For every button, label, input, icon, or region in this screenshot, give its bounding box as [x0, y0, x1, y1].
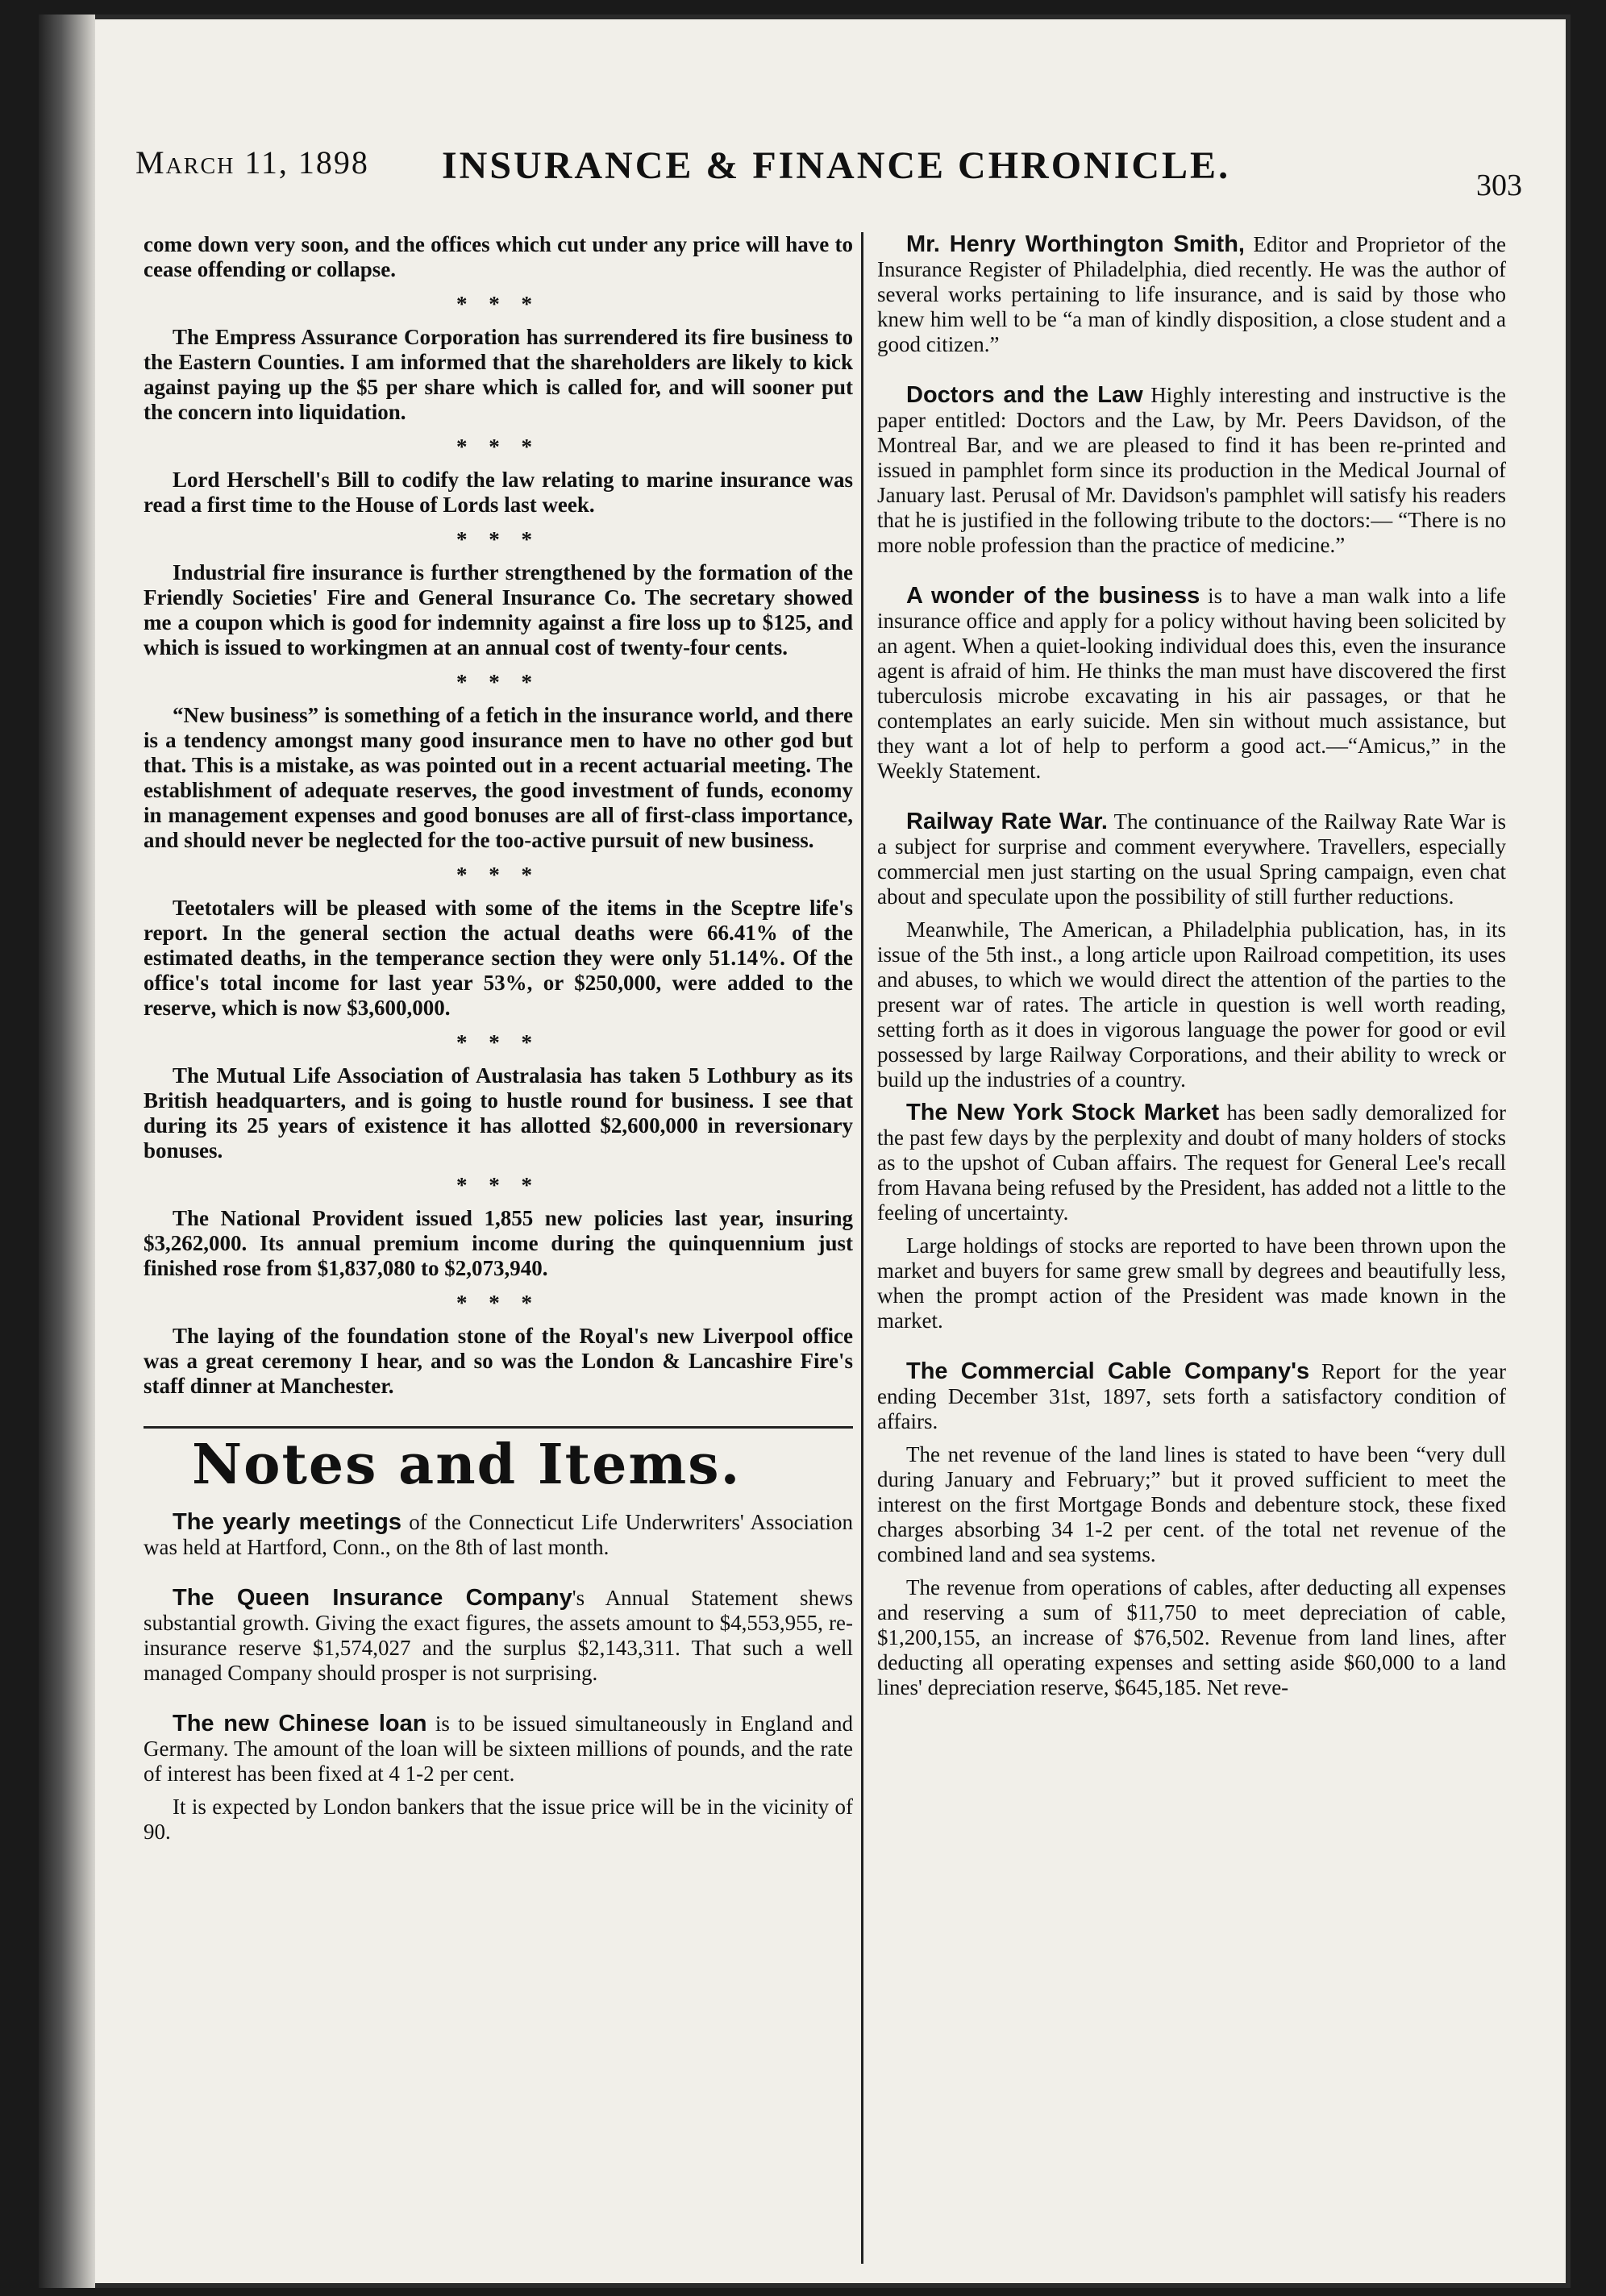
note-item — [144, 1712, 853, 1786]
article-text: The net revenue of the land lines is stated to have been “very dull during January and February;” but it proved sufficient to meet the interest on the first Mortgage Bonds and debenture stock, these fixed charges absorbing 34 1-2 per cent. of the total net revenue of the combined land and sea systems. — [877, 1442, 1506, 1566]
paragraph: The National Provident issued 1,855 new policies last year, insuring $3,262,000. Its annual premium income during the quinquennium just finished rose from $1,837,080 to $2,073,940. — [144, 1206, 853, 1280]
right-column — [877, 232, 1506, 1708]
article-item — [877, 1233, 1506, 1333]
article-text: Meanwhile, The American, a Philadelphia publication, has, in its issue of the 5th inst., a long article upon Railroad competition, its uses and abuses, to which we would direct the attention of the parties to the present war of rates. The article in question is well worth reading, setting forth as it does in vigorous language the power for good or evil possessed by large Railway Corporations, and their ability to wreck or build up the industries of a country. — [877, 917, 1506, 1092]
article-lead: A wonder of the business — [906, 583, 1200, 609]
book-spine-shadow — [39, 15, 95, 2288]
paragraph: Teetotalers will be pleased with some of the items in the Sceptre life's report. In the general section the actual deaths were 66.41% of the estimated deaths, in the temperance section they were only 51.14%. Of the office's total income for last year 53%, or $250,000, were added to the reserve, which is now $3,600,000. — [144, 896, 853, 1020]
article-item — [877, 383, 1506, 558]
article-text: is to have a man walk into a life insurance office and apply for a policy without having been solicited by an agent. When a quiet-looking individual does this, even the insurance agent is afraid of him. He thinks the man must have discovered the first tuberculosis microbe excavating in his air passages, or that he contemplates an early suicide. Men sin without much assistance, but they want a lot of help to perform a good act.—“Amicus,” in the Weekly Statement. — [877, 584, 1506, 783]
note-lead: The Queen Insurance Company — [173, 1585, 572, 1611]
separator: * * * — [456, 435, 540, 459]
separator: * * * — [456, 670, 540, 694]
paragraph: The Mutual Life Association of Australasia has taken 5 Lothbury as its British headquarters, and is going to hustle round for business. I see that during its 25 years of existence it has allotted $2,600,000 in reversionary bonuses. — [144, 1063, 853, 1163]
paragraph: The Empress Assurance Corporation has surrendered its fire business to the Eastern Counties. I am informed that the shareholders are likely to kick against paying up the $5 per share which is called for, and will sooner put the concern into liquidation. — [144, 325, 853, 424]
note-text: It is expected by London bankers that the issue price will be in the vicinity of 90. — [144, 1795, 853, 1844]
separator: * * * — [456, 292, 540, 316]
paragraph: come down very soon, and the offices which cut under any price will have to cease offending or collapse. — [144, 232, 853, 281]
article-item — [877, 1359, 1506, 1434]
article-lead: Mr. Henry Worthington Smith, — [906, 231, 1245, 257]
article-lead: The New York Stock Market — [906, 1100, 1220, 1125]
note-item — [144, 1795, 853, 1845]
note-text: is to be issued simultaneously in England and Germany. The amount of the loan will be sixteen millions of pounds, and the rate of interest has been fixed at 4 1-2 per cent. — [144, 1712, 853, 1786]
article-text: The continuance of the Railway Rate War is a subject for surprise and comment everywhere. Travellers, especially commercial men just starting on the usual Spring campaign, even chat about and speculate upon the possibility of still further reductions. — [877, 809, 1506, 909]
page-number: 303 — [1476, 168, 1522, 202]
paragraph: “New business” is something of a fetich in the insurance world, and there is a tendency amongst many good insurance men to have no other god but that. This is a mistake, as was pointed out in a recent actuarial meeting. The establishment of adequate reserves, the good investment of funds, economy in management expenses and good bonuses are all of first-class importance, and should never be neglected for the too-active pursuit of new business. — [144, 703, 853, 852]
column-divider — [861, 232, 863, 2264]
separator: * * * — [456, 1173, 540, 1197]
paragraph: Industrial fire insurance is further strengthened by the formation of the Friendly Societies' Fire and General Insurance Co. The secretary showed me a coupon which is good for indemnity against a fire loss up to $125, and which is issued to workingmen at an annual cost of twenty-four cents. — [144, 560, 853, 659]
article-item — [877, 809, 1506, 909]
separator: * * * — [456, 527, 540, 551]
note-item — [144, 1510, 853, 1560]
separator: * * * — [456, 1291, 540, 1315]
article-item — [877, 232, 1506, 357]
note-lead: The yearly meetings — [173, 1509, 402, 1535]
article-text: Highly interesting and instructive is the paper entitled: Doctors and the Law, by Mr. Peers Davidson, of the Montreal Bar, and we are pleased to find it has been re-printed and issued in pamphlet form since its production in the Medical Journal of January last. Perusal of Mr. Davidson's pamphlet will satisfy his readers that he is justified in the following tribute to the doctors:— “There is no more noble profession than the practice of medicine.” — [877, 383, 1506, 557]
article-text: Editor and Proprietor of the Insurance Register of Philadelphia, died recently. He was the author of several works pertaining to life insurance, and is said by those who knew him well to be “a man of kindly disposition, a close student and a good citizen.” — [877, 232, 1506, 356]
article-item — [877, 917, 1506, 1092]
article-text: Large holdings of stocks are reported to have been thrown upon the market and buyers for same grew small by degrees and beautifully less, when the prompt action of the President was made known in the market. — [877, 1233, 1506, 1333]
article-item — [877, 1442, 1506, 1567]
paragraph: The laying of the foundation stone of the Royal's new Liverpool office was a great ceremony I hear, and so was the London & Lancashire Fire's staff dinner at Manchester. — [144, 1324, 853, 1398]
article-item — [877, 1100, 1506, 1225]
article-text: The revenue from operations of cables, after deducting all expenses and reserving a sum of $11,750 to meet depreciation of cable, $1,200,155, an increase of $76,502. Revenue from land lines, after deducting all operating expenses and setting aside $60,000 to a land lines' depreciation reserve, $645,185. Net reve- — [877, 1575, 1506, 1699]
separator: * * * — [456, 863, 540, 887]
publication-title: INSURANCE & FINANCE CHRONICLE. — [442, 144, 1231, 187]
paragraph: Lord Herschell's Bill to codify the law relating to marine insurance was read a first time to the House of Lords last week. — [144, 468, 853, 517]
issue-date: March 11, 1898 — [135, 144, 369, 181]
newspaper-page — [39, 15, 1571, 2288]
article-item — [877, 1575, 1506, 1700]
article-text: has been sadly demoralized for the past few days by the perplexity and doubt of many holders of stocks as to the upshot of Cuban affairs. The request for General Lee's recall from Havana being refused by the President, has added not a little to the feeling of uncertainty. — [877, 1100, 1506, 1225]
page-header — [135, 127, 1522, 216]
note-item — [144, 1586, 853, 1686]
separator: * * * — [456, 1030, 540, 1054]
section-title: Notes and Items. — [192, 1433, 742, 1497]
article-lead: Doctors and the Law — [906, 382, 1143, 408]
note-lead: The new Chinese loan — [173, 1711, 427, 1737]
article-lead: Railway Rate War. — [906, 809, 1108, 834]
section-rule — [144, 1426, 853, 1429]
note-text: of the Connecticut Life Underwriters' Association was held at Hartford, Conn., on the 8th of last month. — [144, 1510, 853, 1559]
article-text: Report for the year ending December 31st, 1897, sets forth a satisfactory condition of affairs. — [877, 1359, 1506, 1433]
left-column — [144, 232, 853, 1853]
note-text: 's Annual Statement shews substantial growth. Giving the exact figures, the assets amount to $4,553,955, re-insurance reserve $1,574,027 and the surplus $2,143,311. That such a well managed Company should prosper is not surprising. — [144, 1586, 853, 1685]
article-item — [877, 584, 1506, 784]
article-lead: The Commercial Cable Company's — [906, 1358, 1310, 1384]
